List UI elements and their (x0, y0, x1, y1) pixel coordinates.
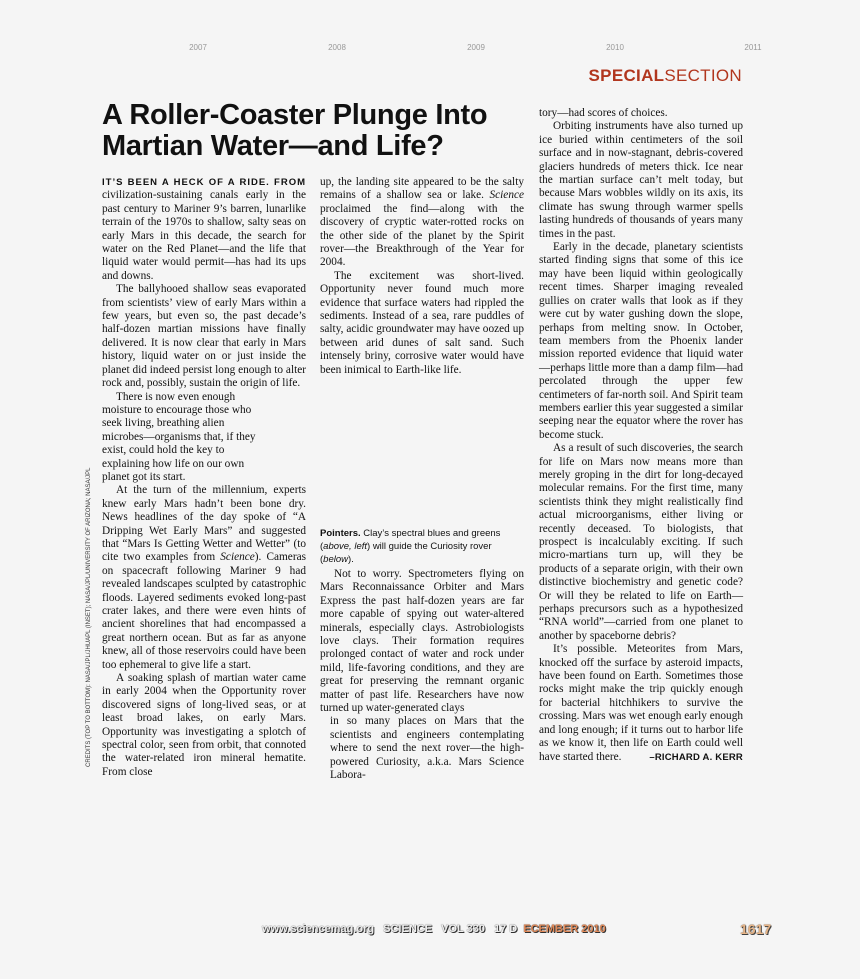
paragraph-3-text-b: ). Cameras on spacecraft following Mariner 9 had revealed landscapes sculpted by catastrophic floods. Layered sediments evoked long-past crater lakes, and there were even hints of ancient shorelines that had encompassed a great northern ocean. But as far as anyone knew, all of those reservoirs could have been too ephemeral to give life a start. (102, 551, 306, 671)
journal-name-italic: Science (220, 551, 255, 564)
journal-name-italic-2: Science (489, 189, 524, 202)
intro-text: civilization-sustaining canals early in the past century to Mariner 9’s barren, lunarlike terrain of the 1970s to shallow, salty seas on early Mars in this decade, the search for water on the Red Planet—and the life that liquid water would permit—has had its ups and downs. (102, 189, 306, 282)
paragraph-9: Orbiting instruments have also turned up ice buried within centimeters of the soil surface and in now-stagnant, debris-covered glaciers hundreds of meters thick. Ice near the martian surface can’t melt today, but because Mars wobbles wildly on its axis, its climate has swung through warmer spells lasting hundreds of thousands of years many times in the past. (539, 120, 743, 240)
footer-journal: SCIENCE (383, 923, 433, 935)
section-header-light: SECTION (664, 66, 742, 85)
timeline-year-2009: 2009 (467, 43, 485, 52)
column-3 (539, 107, 743, 764)
paragraph-intro (102, 176, 306, 283)
timeline-year-2010: 2010 (606, 43, 624, 52)
lead-in: IT’S BEEN A HECK OF A RIDE. FROM (102, 177, 306, 188)
paragraph-5-text-b: proclaimed the find—along with the discovery of cryptic water-rotted rocks on the other side of the planet by the Spirit rover—the Breakthrough of the Year for 2004. (320, 202, 524, 269)
paragraph-2-text: The ballyhooed shallow seas evaporated from scientists’ view of early Mars within a few years, but even so, the past decade’s half-dozen martian missions have finally delivered. It is now clear that early in Mars history, liquid water on or just inside the planet did indeed persist long enough to alter rock and, possibly, sustain the origin of life. (102, 283, 306, 390)
byline: –RICHARD A. KERR (649, 751, 743, 763)
paragraph-4 (102, 672, 306, 779)
timeline-year-2008: 2008 (328, 43, 346, 52)
column-2 (320, 176, 524, 377)
paragraph-12-text: It’s possible. Meteorites from Mars, knocked off the surface by asteroid impacts, have been found on Earth. Sometimes those rocks might make the trip quickly enough for bacterial hitchhikers to survive the crossing. Mars was wet enough early enough and long enough; if it turns out to harbor life as we know it, then life on Earth could well have started there. (539, 643, 743, 763)
paragraph-7-text-a: Not to worry. Spectrometers flying on Mars Reconnaissance Orbiter and Mars Express the past half-dozen years are far more capable of spying out water-altered minerals, especially clays. Astrobiologists love clays. Their formation requires prolonged contact of water and rock under mild, life-favoring conditions, and they are great for preserving the remnant organic matter of past life. Researchers have now turned up water-generated clays (320, 568, 524, 715)
caption-text-2: ) will guide the Curiosity rover ( (320, 541, 492, 565)
paragraph-5-text-a: up, the landing site appeared to be the salty remains of a shallow sea or lake. (320, 176, 524, 202)
section-header-strong: SPECIAL (588, 66, 665, 85)
paragraph-7-wrap: in so many places on Mars that the scientists and engineers contemplating where to send the next rover—the high-powered Curiosity, a.k.a. Mars Science Labora- (330, 715, 524, 782)
timeline-year-2011: 2011 (744, 43, 762, 52)
footer-date-a: 17 D (494, 923, 518, 935)
paragraph-6: The excitement was short-lived. Opportunity never found much more evidence that surface waters had rippled the sediments. Instead of a sea, rare puddles of salty, acidic groundwater may have oozed up between arid dunes of salt sand. Such intensely briny, corrosive water would have been inimical to Earth-like life. (320, 269, 524, 376)
paragraph-4-text-b: at least broad lakes, on early Mars. Opportunity was investigating a splotch of spectral color, seen from orbit, that connoted the water-related iron mineral hematite. From close (102, 698, 307, 778)
photo-credits: CREDITS (TOP TO BOTTOM): NASA/JPL/JHUAPL (INSET); NASA/JPL/UNIVERSITY OF ARIZONA; NASA/JPL (86, 467, 92, 767)
paragraph-12 (539, 643, 743, 764)
section-header (589, 66, 742, 86)
caption-text-1: Clay’s spectral blues and greens ( (320, 528, 501, 552)
caption-bold: Pointers. (320, 528, 361, 539)
footer-date-b: ECEMBER 2010 (523, 923, 606, 935)
figure-caption (320, 527, 524, 566)
footer-site: www.sciencemag.org (262, 923, 375, 935)
paragraph-2 (102, 283, 306, 484)
article-headline: A Roller-Coaster Plunge Into Martian Water—and Life? (102, 99, 488, 162)
paragraph-5 (320, 176, 524, 270)
timeline-year-2007: 2007 (189, 43, 207, 52)
paragraph-2-wrap-text: There is now even enough moisture to encourage those who seek living, breathing alien microbes—organisms that, if they exist, could hold the key to explaining how life on our own planet got its start. (102, 390, 256, 483)
paragraph-10: Early in the decade, planetary scientists started finding signs that some of this ice may have been liquid within geologically recent times. Sharper imaging revealed gullies on crater walls that look as if they were cut by water gushing down the slope, perhaps from melting snow. In October, team members from the Phoenix lander mission reported evidence that liquid water—perhaps little more than a damp film—had percolated through the upper few centimeters of far-north soil. And Spirit team members earlier this year suggested a similar seeping near the equator where the rover has become stuck. (539, 241, 743, 441)
caption-italic-1: above, left (323, 541, 368, 552)
footer-date (494, 923, 612, 935)
page-number: 1617 (740, 921, 772, 937)
footer-volume: VOL 330 (441, 923, 485, 935)
paragraph-7 (320, 568, 524, 715)
timeline (0, 43, 860, 55)
paragraph-4-text-a: A soaking splash of martian water came in early 2004 when the Opportunity rover discovered signs of long-lived seas, or (102, 672, 306, 711)
page-footer (262, 923, 618, 935)
column-1 (102, 176, 306, 779)
paragraph-8: tory—had scores of choices. (539, 107, 668, 119)
paragraph-11: As a result of such discoveries, the search for life on Mars now means more than merely groping in the dirt for long-decayed molecular remains. For the first time, many scientists think they might realistically find actual microorganisms, either living or recently deceased. To biologists, that prospect is incalculably exciting. If such micro-martians turn up, will they be products of a separate origin, with their own distinctive biochemistry and genetic code? Or will they be related to life on Earth—perhaps precursors such as a hypothesized “RNA world”—carried from one planet to another by spaceborne debris? (539, 442, 743, 642)
caption-text-3: ). (348, 554, 354, 565)
paragraph-3 (102, 484, 306, 672)
column-2-lower (320, 568, 524, 783)
paragraph-3-text-a: At the turn of the millennium, experts knew early Mars hadn’t been bone dry. News headlines of the day spoke of “A Dripping Wet Early Mars” and suggested that “Mars Is Getting Wetter and Wetter” (to cite two examples from (102, 484, 306, 564)
caption-italic-2: below (323, 554, 348, 565)
